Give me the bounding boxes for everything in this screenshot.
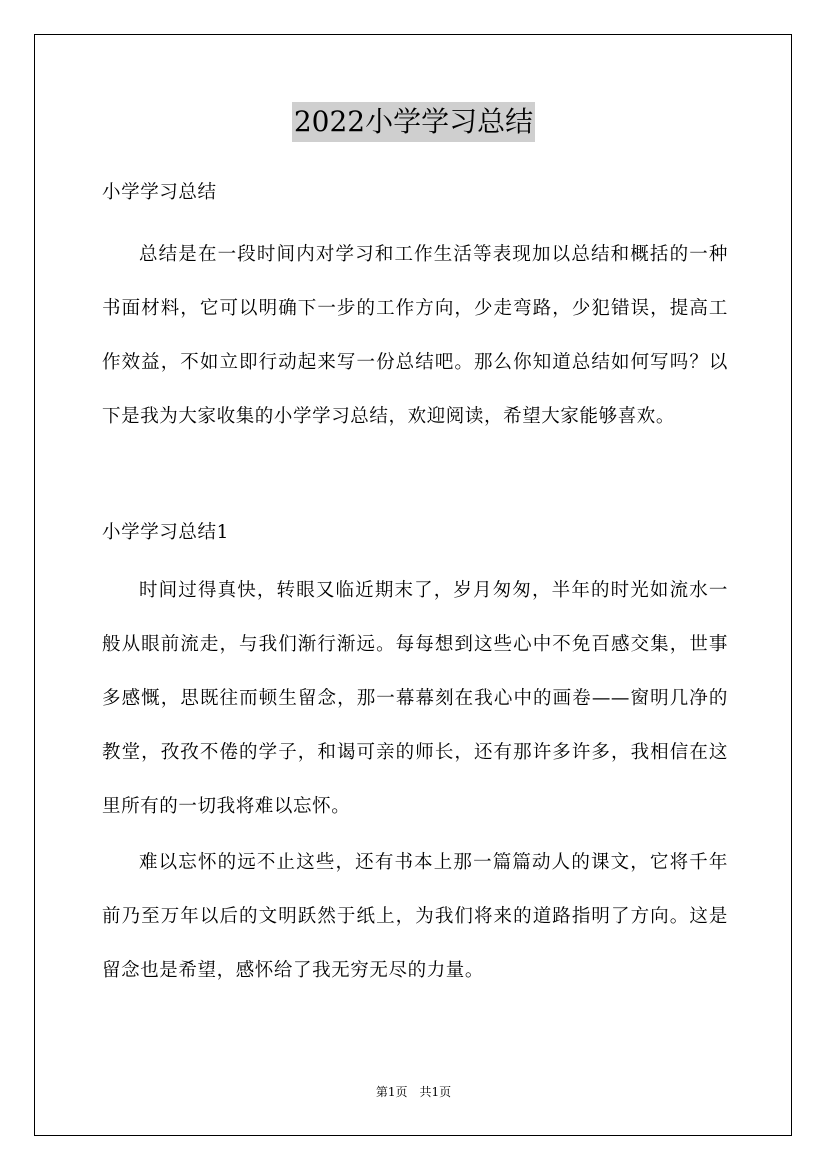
page-footer xyxy=(0,1084,827,1100)
document-title: 2022小学学习总结 xyxy=(292,102,535,142)
intro-paragraph: 总结是在一段时间内对学习和工作生活等表现加以总结和概括的一种书面材料，它可以明确下一步的工作方向，少走弯路，少犯错误，提高工作效益，不如立即行动起来写一份总结吧。那么你知道总结如何写吗？以下是我为大家收集的小学学习总结，欢迎阅读，希望大家能够喜欢。 xyxy=(102,244,728,427)
paragraph-2: 难以忘怀的远不止这些，还有书本上那一篇篇动人的课文，它将千年前乃至万年以后的文明跃然于纸上，为我们将来的道路指明了方向。这是留念也是希望，感怀给了我无穷无尽的力量。 xyxy=(102,852,728,981)
document-body xyxy=(102,174,728,998)
page-number: 第1页 共1页 xyxy=(375,1085,452,1099)
section-heading-1: 小学学习总结1 xyxy=(102,522,229,543)
paragraph-1: 时间过得真快，转眼又临近期末了，岁月匆匆，半年的时光如流水一般从眼前流走，与我们渐行渐远。每每想到这些心中不免百感交集，世事多感慨，思既往而顿生留念，那一幕幕刻在我心中的画卷——窗明几净的教堂，孜孜不倦的学子，和谒可亲的师长，还有那许多许多，我相信在这里所有的一切我将难以忘怀。 xyxy=(102,580,728,817)
section-heading-intro: 小学学习总结 xyxy=(102,182,217,203)
title-container xyxy=(0,102,827,142)
